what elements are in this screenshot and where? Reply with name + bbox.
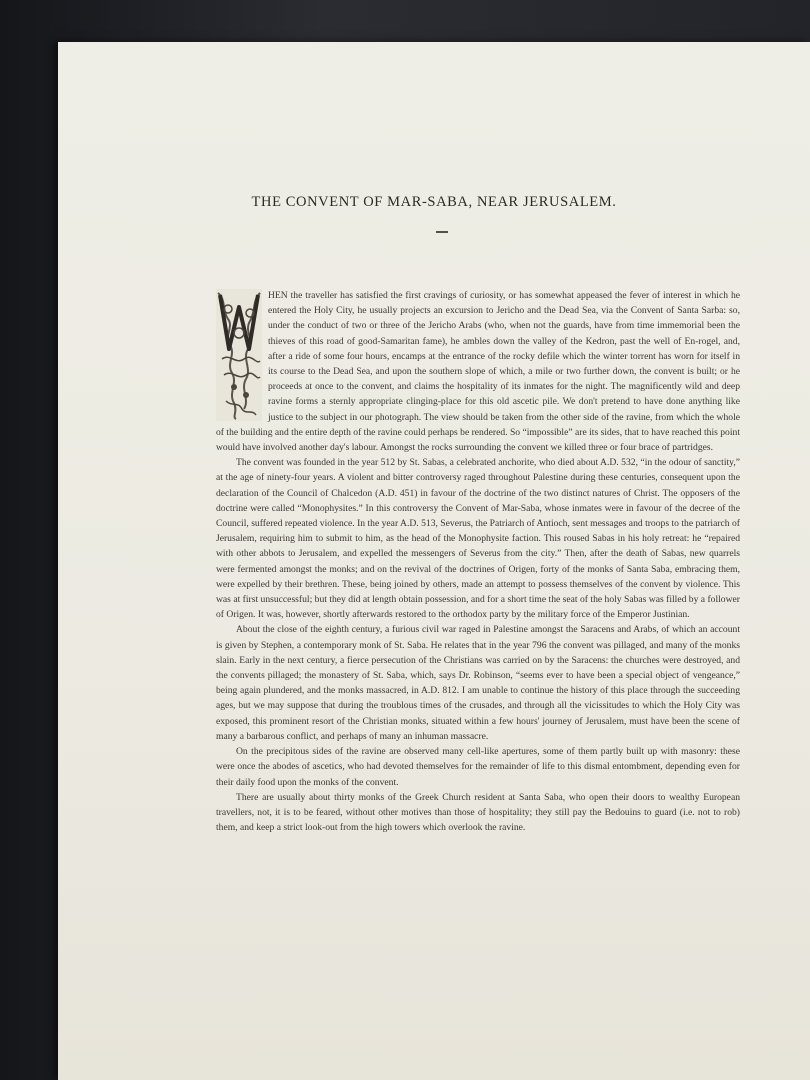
- paragraph-3: About the close of the eighth century, a furious civil war raged in Palestine amongst the Saracens and Arabs, of which an account is given by Stephen, a contemporary monk of St. Saba. He relates that in the year 796 the convent was pillaged, and many of the monks slain. Early in the next century, a fierce persecution of the Christians was carried on by the Saracens: the churches were destroyed, and the convents pillaged; the monastery of St. Saba, which, says Dr. Robinson, “seems ever to have been a special object of vengeance,” being again plundered, and the monks massacred, in A.D. 812. I am unable to continue the history of this place through the succeeding ages, but we may suppose that during the troublous times of the crusades, and through all the vicissitudes to which the Holy City was exposed, this prominent resort of the Christian monks, situated within a few hours' journey of Jerusalem, must have been the scene of many a barbarous conflict, and perhaps of many an inhuman massacre.: [216, 624, 740, 742]
- article-body: [216, 288, 740, 835]
- paragraph-1: [216, 288, 740, 455]
- paragraph-2: The convent was founded in the year 512 by St. Sabas, a celebrated anchorite, who died about A.D. 532, “in the odour of sanctity,” at the age of ninety-four years. A violent and bitter controversy raged throughout Palestine during these centuries, consequent upon the declaration of the Council of Chalcedon (A.D. 451) in favour of the doctrine of the two distinct natures of Christ. The opposers of the doctrine were called “Monophysites.” In this controversy the Convent of Mar-Saba, whose inmates were in favour of the decree of the Council, suffered repeated violence. In the year A.D. 513, Severus, the Patriarch of Antioch, sent messages and troops to the patriarch of Jerusalem, requiring him to submit to him, as the head of the Monophysite faction. This roused Sabas in his holy retreat: he “repaired with other abbots to Jerusalem, and expelled the messengers of Severus from the city.” Then, after the death of Sabas, new quarrels were fermented amongst the monks; and on the revival of the doctrines of Origen, forty of the monks of Santa Saba, embracing them, were expelled by their brethren. These, being joined by others, made an attempt to possess themselves of the convent by violence. This was at first unsuccessful; but they did at length obtain possession, and for a short time the seat of the holy Sabas was filled by a follower of Origen. It was, however, shortly afterwards restored to the orthodox party by the military force of the Emperor Justinian.: [216, 457, 740, 621]
- paragraph-1-text: HEN the traveller has satisfied the first cravings of curiosity, or has somewhat appeased the fever of interest in which he entered the Holy City, he usually projects an excursion to Jericho and the Dead Sea, via the Convent of Santa Sarba: so, under the conduct of two or three of the Jericho Arabs (who, when not the guards, have from time immemorial been the thieves of this road of good-Samaritan fame), he ambles down the valley of the Kedron, past the well of En-rogel, and, after a ride of some four hours, encamps at the entrance of the rocky defile which the winter torrent has worn for itself in its course to the Dead Sea, and upon the southern slope of which, a mile or two further down, the convent is built; or he proceeds at once to the convent, and claims the hospitality of its inmates for the night. The magnificently wild and deep ravine forms a sternly appropriate clinging-place for this old ascetic pile. We don't pretend to have done anything like justice to the subject in our photograph. The view should be taken from the other side of the ravine, from which the whole of the building and the entire depth of the ravine could perhaps be rendered. So “impossible” are its sides, that to have reached this point would have involved another day's labour. Amongst the rocks surrounding the convent we killed three or four brace of partridges.: [216, 290, 740, 454]
- ornamental-initial-w-icon: [216, 289, 262, 421]
- title-ornament: [436, 231, 448, 233]
- paragraph-4: On the precipitous sides of the ravine are observed many cell-like apertures, some of them partly built up with masonry: these were once the abodes of ascetics, who had devoted themselves for the remainder of life to this dismal entombment, depending even for their daily food upon the monks of the convent.: [216, 746, 740, 788]
- paragraph-5: There are usually about thirty monks of the Greek Church resident at Santa Saba, who open their doors to wealthy European travellers, not, it is to be feared, without other motives than those of hospitality; they still pay the Bedouins to guard (i.e. not to rob) them, and keep a strict look-out from the high towers which overlook the ravine.: [216, 791, 740, 834]
- page-sheet: [58, 42, 810, 1080]
- page-title: THE CONVENT OF MAR-SABA, NEAR JERUSALEM.: [251, 194, 617, 210]
